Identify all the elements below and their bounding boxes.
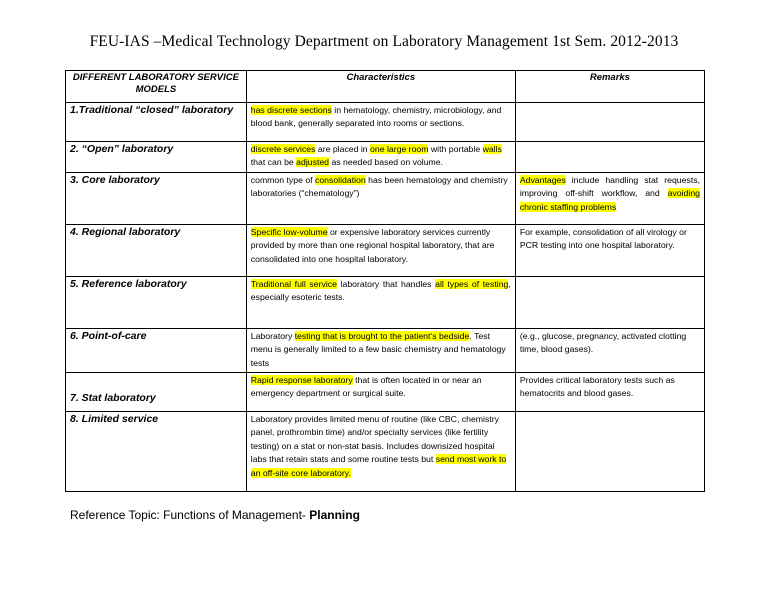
highlighted-text: Advantages — [519, 174, 566, 185]
text-segment: with portable — [428, 144, 483, 154]
text-segment: that is often located in or near an emergency department or surgical suite. — [250, 375, 482, 399]
model-cell: 8. Limited service — [66, 412, 247, 492]
model-cell: 3. Core laboratory — [66, 172, 247, 224]
highlighted-text: all types of testing — [435, 278, 509, 289]
document-title: FEU-IAS –Medical Technology Department on Laboratory Management 1st Sem. 2012-2013 — [89, 33, 679, 50]
highlighted-text: avoiding chronic staffing problems — [519, 188, 700, 212]
highlighted-text: adjusted — [296, 157, 330, 168]
text-segment: has been hematology and chemistry laboratories (“chematology”) — [250, 174, 508, 199]
table-row — [66, 412, 705, 492]
table-row — [66, 103, 705, 142]
highlighted-text: send most work to an off-site core laboratory. — [250, 454, 507, 478]
highlighted-text: Traditional full service — [250, 278, 337, 289]
text-segment: include handling stat requests, improving off-shift workflow, and — [519, 174, 700, 199]
remarks-cell — [515, 103, 704, 142]
text-segment: are placed in — [315, 144, 371, 154]
model-cell: 6. Point-of-care — [66, 328, 247, 372]
text-segment: For example, consolidation of all virology or PCR testing into one hospital laboratory. — [519, 226, 687, 251]
text-segment: (e.g., glucose, pregnancy, activated clotting time, blood gases). — [519, 330, 687, 355]
remarks-cell — [515, 224, 704, 276]
table-header-row — [66, 71, 705, 103]
characteristics-cell — [246, 412, 515, 492]
text-segment: that can be — [250, 157, 297, 168]
reference-topic-emphasis: Planning — [309, 508, 360, 522]
highlighted-text: Rapid response laboratory — [250, 375, 353, 386]
table-row — [66, 224, 705, 276]
highlighted-text: testing that is brought to the patient’s bedside — [294, 330, 470, 341]
text-segment: laboratory that handles — [336, 278, 436, 289]
highlighted-text: discrete services — [250, 144, 316, 154]
remarks-cell — [515, 373, 704, 412]
table-row — [66, 172, 705, 224]
highlighted-text: one large room — [370, 144, 429, 154]
remarks-cell — [515, 142, 704, 173]
text-segment: or expensive laboratory services currently provided by more than one regional hospital laboratory, that are consolidated into one hospital laboratory. — [250, 226, 495, 264]
highlighted-text: walls — [482, 144, 502, 154]
model-cell: 7. Stat laboratory — [66, 373, 247, 412]
remarks-cell — [515, 276, 704, 328]
highlighted-text: Specific low-volume — [250, 226, 328, 237]
text-segment: as needed based on volume. — [329, 157, 444, 168]
table-body — [66, 103, 705, 492]
text-segment: in hematology, chemistry, microbiology, and blood bank, generally separated into rooms or sections. — [250, 105, 502, 129]
characteristics-cell — [246, 224, 515, 276]
text-segment: Laboratory provides limited menu of routine (like CBC, chemistry panel, prothrombin time) and/or specialty services (like fertility testing) on a stat or non-stat basis. Includes downsized hospital labs that retain stats and some routine tests but — [250, 414, 499, 465]
table-row — [66, 373, 705, 412]
remarks-cell — [515, 172, 704, 224]
text-segment: Provides critical laboratory tests such as hematocrits and blood gases. — [519, 375, 675, 399]
table-row — [66, 276, 705, 328]
model-cell: 2. “Open” laboratory — [66, 142, 247, 173]
text-segment: common type of — [250, 174, 315, 185]
characteristics-cell — [246, 276, 515, 328]
remarks-cell — [515, 328, 704, 372]
highlighted-text: consolidation — [315, 174, 366, 185]
characteristics-cell — [246, 142, 515, 173]
header-remarks: Remarks — [515, 71, 704, 103]
reference-topic-label: Reference Topic: Functions of Management- — [70, 508, 310, 522]
model-cell: 4. Regional laboratory — [66, 224, 247, 276]
highlighted-text: has discrete sections — [250, 105, 332, 115]
characteristics-cell — [246, 172, 515, 224]
characteristics-cell — [246, 103, 515, 142]
header-characteristics: Characteristics — [246, 71, 515, 103]
remarks-cell — [515, 412, 704, 492]
lab-service-models-table — [65, 70, 705, 492]
table-row — [66, 142, 705, 173]
text-segment: Laboratory — [250, 330, 295, 341]
text-segment: . Test menu is generally limited to a few basic chemistry and hematology tests — [250, 330, 506, 368]
characteristics-cell — [246, 328, 515, 372]
table-row — [66, 328, 705, 372]
characteristics-cell — [246, 373, 515, 412]
header-models: DIFFERENT LABORATORY SERVICE MODELS — [66, 71, 247, 103]
model-cell: 1.Traditional “closed” laboratory — [66, 103, 247, 142]
model-cell: 5. Reference laboratory — [66, 276, 247, 328]
reference-topic — [70, 508, 360, 522]
text-segment: , especially esoteric tests. — [250, 278, 511, 303]
